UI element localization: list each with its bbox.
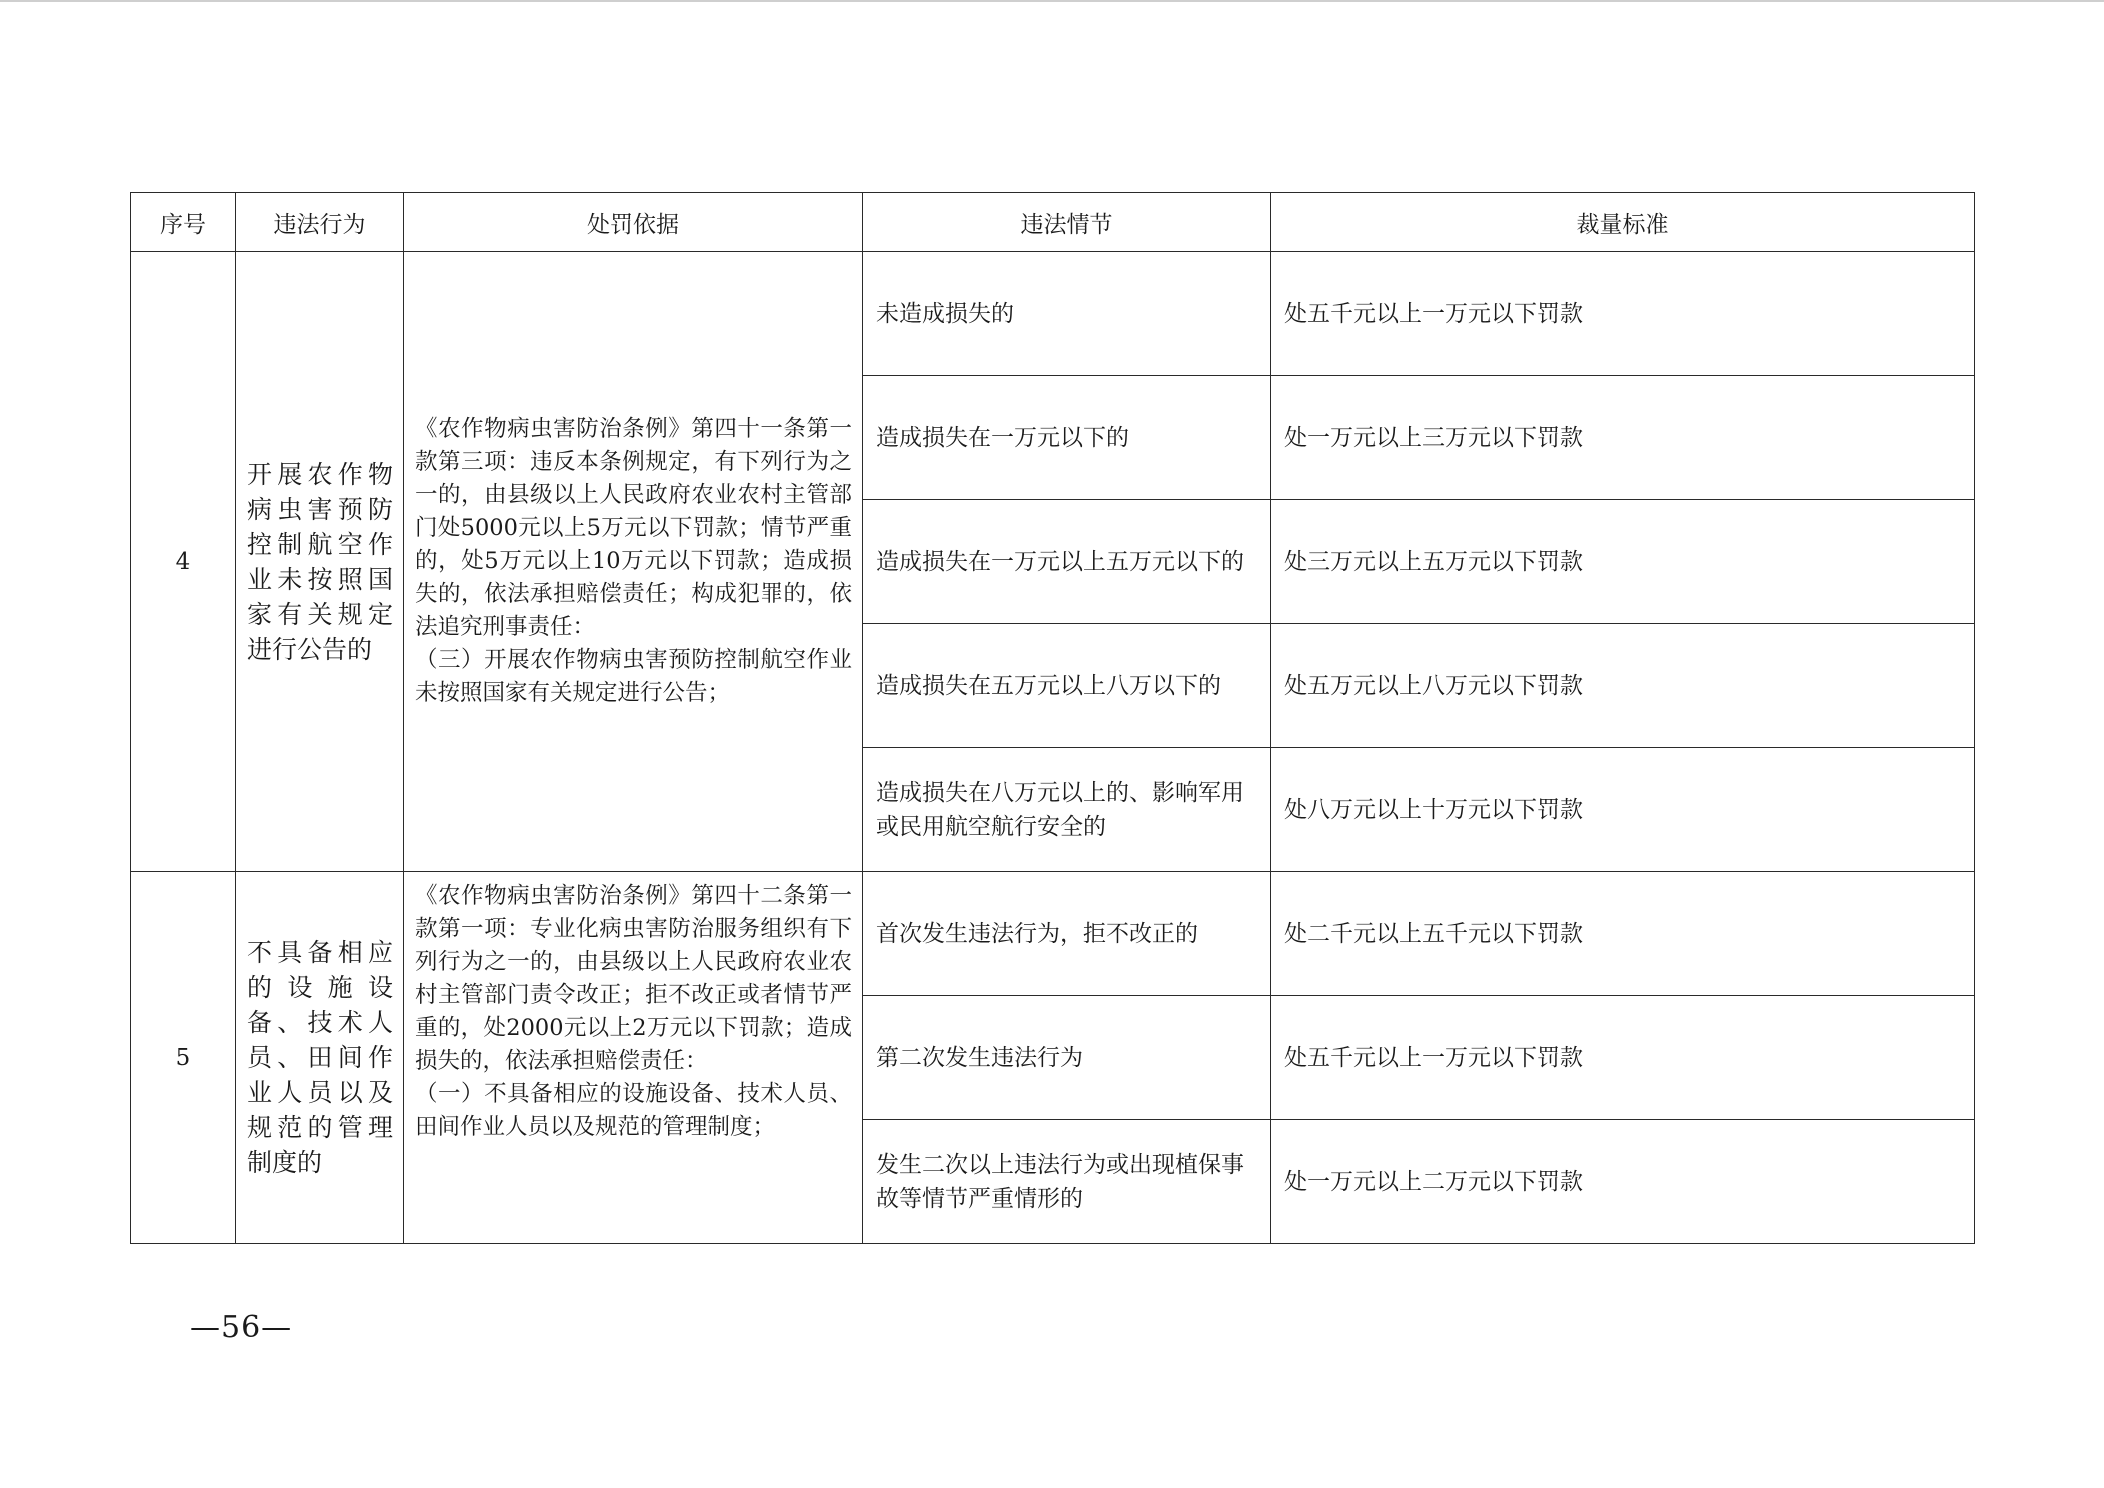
standard-cell: 处八万元以上十万元以下罚款 (1271, 748, 1975, 872)
row-penalty-basis (404, 872, 863, 1244)
standard-cell: 处五万元以上八万元以下罚款 (1271, 624, 1975, 748)
header-basis: 处罚依据 (404, 193, 863, 252)
situation-cell: 造成损失在一万元以下的 (863, 376, 1271, 500)
situation-cell: 未造成损失的 (863, 252, 1271, 376)
standard-cell: 处一万元以上三万元以下罚款 (1271, 376, 1975, 500)
situation-cell: 造成损失在八万元以上的、影响军用或民用航空航行安全的 (863, 748, 1271, 872)
standard-cell: 处五千元以上一万元以下罚款 (1271, 252, 1975, 376)
row-violation-act: 开展农作物病虫害预防控制航空作业未按照国家有关规定进行公告的 (236, 252, 404, 872)
situation-cell: 发生二次以上违法行为或出现植保事故等情节严重情形的 (863, 1120, 1271, 1244)
situation-cell: 造成损失在五万元以上八万以下的 (863, 624, 1271, 748)
basis-main-text: 《农作物病虫害防治条例》第四十二条第一款第一项：专业化病虫害防治服务组织有下列行为之一的，由县级以上人民政府农业农村主管部门责令改正；拒不改正或者情节严重的，处2000元以上2万元以下罚款；造成损失的，依法承担赔偿责任： (415, 883, 852, 1074)
page-top-rule (0, 0, 2104, 2)
basis-item-text: （三）开展农作物病虫害预防控制航空作业未按照国家有关规定进行公告； (415, 647, 852, 706)
header-act: 违法行为 (236, 193, 404, 252)
row-seq: 5 (131, 872, 236, 1244)
penalty-standard-table (130, 192, 1975, 1244)
situation-cell: 首次发生违法行为，拒不改正的 (863, 872, 1271, 996)
basis-item-text: （一）不具备相应的设施设备、技术人员、田间作业人员以及规范的管理制度； (415, 1081, 852, 1140)
header-standard: 裁量标准 (1271, 193, 1975, 252)
row-seq: 4 (131, 252, 236, 872)
standard-cell: 处五千元以上一万元以下罚款 (1271, 996, 1975, 1120)
header-seq: 序号 (131, 193, 236, 252)
table-header-row (131, 193, 1975, 252)
table-row (131, 872, 1975, 996)
standard-cell: 处三万元以上五万元以下罚款 (1271, 500, 1975, 624)
page-number: —56— (190, 1310, 293, 1345)
row-violation-act: 不具备相应的设施设备、技术人员、田间作业人员以及规范的管理制度的 (236, 872, 404, 1244)
situation-cell: 第二次发生违法行为 (863, 996, 1271, 1120)
header-situation: 违法情节 (863, 193, 1271, 252)
table-row (131, 252, 1975, 376)
standard-cell: 处一万元以上二万元以下罚款 (1271, 1120, 1975, 1244)
row-penalty-basis (404, 252, 863, 872)
situation-cell: 造成损失在一万元以上五万元以下的 (863, 500, 1271, 624)
standard-cell: 处二千元以上五千元以下罚款 (1271, 872, 1975, 996)
basis-main-text: 《农作物病虫害防治条例》第四十一条第一款第三项：违反本条例规定，有下列行为之一的，由县级以上人民政府农业农村主管部门处5000元以上5万元以下罚款；情节严重的，处5万元以上10万元以下罚款；造成损失的，依法承担赔偿责任；构成犯罪的，依法追究刑事责任： (415, 416, 852, 640)
